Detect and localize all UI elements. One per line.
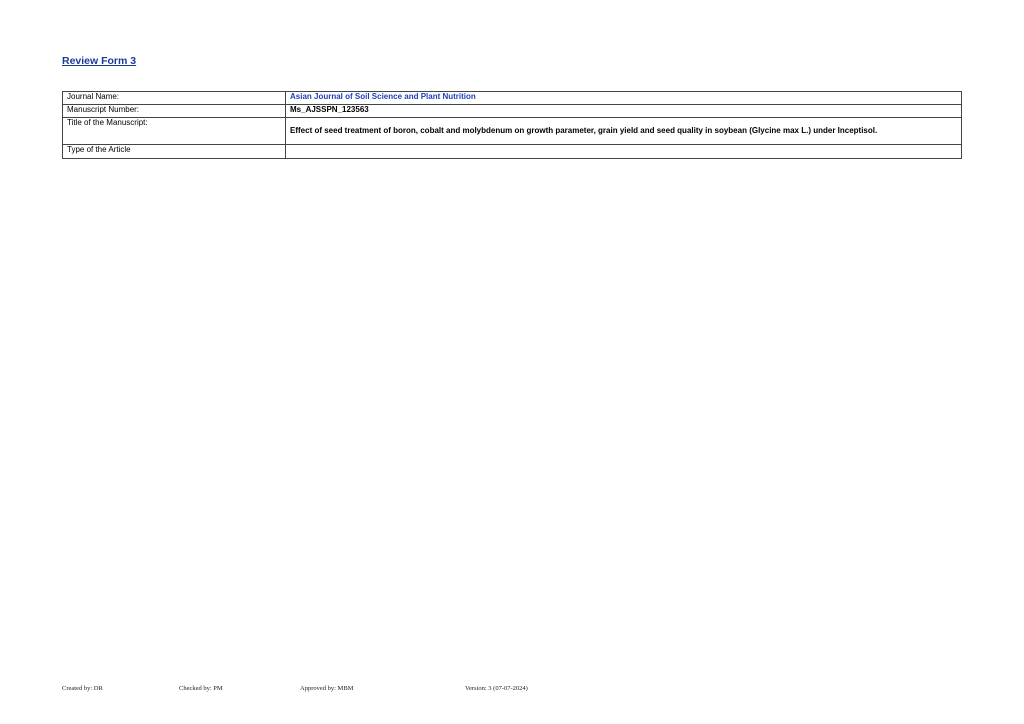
page-footer	[0, 685, 1024, 697]
table-row-manuscript-title	[63, 118, 962, 145]
manuscript-title-value: Effect of seed treatment of boron, cobalt and molybdenum on growth parameter, grain yield and seed quality in soybean (Glycine max L.) under Inceptisol.	[286, 118, 962, 145]
manuscript-number-value: Ms_AJSSPN_123563	[286, 105, 962, 118]
form-title: Review Form 3	[62, 55, 137, 67]
footer-created-by: Created by: DR	[62, 685, 103, 692]
journal-name-value[interactable]	[286, 92, 962, 105]
table-row-article-type	[63, 145, 962, 159]
journal-name-label: Journal Name:	[63, 92, 286, 105]
footer-approved-by: Approved by: MBM	[300, 685, 354, 692]
table-row-manuscript-number	[63, 105, 962, 118]
manuscript-info-table	[62, 91, 962, 159]
footer-version: Version: 3 (07-07-2024)	[465, 685, 528, 692]
manuscript-number-label: Manuscript Number:	[63, 105, 286, 118]
journal-name-link[interactable]: Asian Journal of Soil Science and Plant Nutrition	[290, 92, 476, 101]
footer-checked-by: Checked by: PM	[179, 685, 223, 692]
table-row-journal-name	[63, 92, 962, 105]
article-type-value	[286, 145, 962, 159]
article-type-label: Type of the Article	[63, 145, 286, 159]
manuscript-title-label: Title of the Manuscript:	[63, 118, 286, 145]
